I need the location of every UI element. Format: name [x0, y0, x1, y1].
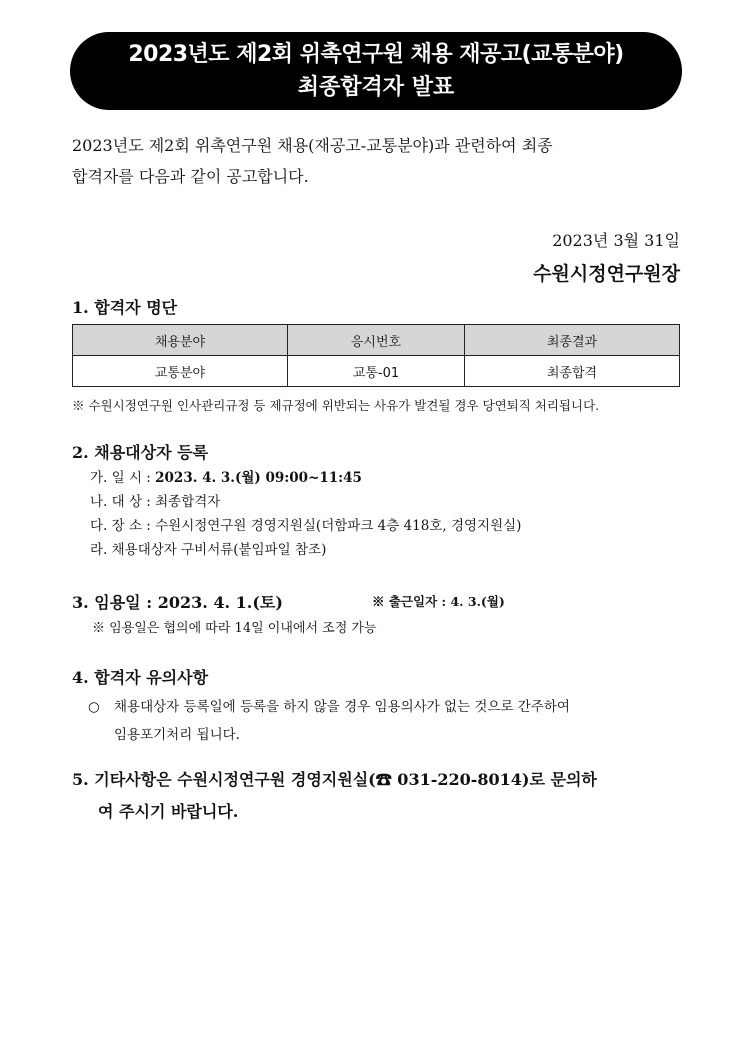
item-label: 가. 일 시 :: [90, 470, 156, 486]
title-line-2: 최종합격자 발표: [297, 75, 455, 100]
bullet-circle-icon: ○: [88, 699, 100, 715]
section-1-note: ※ 수원시정연구원 인사관리규정 등 제규정에 위반되는 사유가 발견될 경우 당연퇴직 처리됩니다.: [72, 398, 600, 413]
item-label: 라.: [90, 542, 112, 558]
announcement-date: 2023년 3월 31일: [552, 231, 680, 250]
table-header-cell: 최종결과: [465, 325, 680, 356]
passer-table: [72, 324, 680, 387]
section-1-heading: 1. 합격자 명단: [72, 298, 178, 317]
section-2-heading: 2. 채용대상자 등록: [72, 443, 209, 462]
section-4-heading: 4. 합격자 유의사항: [72, 668, 209, 687]
item-value: 수원시정연구원 경영지원실(더함파크 4층 418호, 경영지원실): [155, 518, 522, 534]
section-5-line-1: 5. 기타사항은 수원시정연구원 경영지원실(☎ 031-220-8014)로 문의하: [72, 770, 597, 789]
item-value: 2023. 4. 3.(월) 09:00~11:45: [155, 470, 362, 486]
intro-line-1: 2023년도 제2회 위촉연구원 채용(재공고-교통분야)과 관련하여 최종: [72, 136, 553, 155]
bullet-line-2: 임용포기처리 됩니다.: [114, 727, 240, 743]
signer-name: 수원시정연구원장: [533, 263, 680, 285]
item-value: 채용대상자 구비서류(붙임파일 참조): [111, 542, 327, 558]
title-banner: [70, 32, 682, 110]
section-5: [72, 764, 684, 828]
table-header-row: [73, 325, 680, 356]
table-cell: 교통-01: [288, 356, 465, 387]
registration-item: [90, 538, 326, 558]
section-3-heading: [72, 590, 505, 613]
item-label: 나. 대 상 :: [90, 494, 156, 510]
section-3-note: ※ 임용일은 협의에 따라 14일 이내에서 조정 가능: [92, 621, 377, 636]
title-line-1: 2023년도 제2회 위촉연구원 채용 재공고(교통분야): [128, 42, 624, 67]
table-header-cell: 채용분야: [73, 325, 288, 356]
item-value: 최종합격자: [155, 494, 221, 510]
appointment-date: 3. 임용일 : 2023. 4. 1.(토): [72, 593, 283, 612]
section-5-line-2: 여 주시기 바랍니다.: [98, 802, 239, 821]
table-cell: 최종합격: [465, 356, 680, 387]
intro-line-2: 합격자를 다음과 같이 공고합니다.: [72, 167, 309, 186]
section-4-bullet: [88, 693, 682, 749]
start-date-annotation: ※ 출근일자 : 4. 3.(월): [372, 594, 505, 609]
table-header-cell: 응시번호: [288, 325, 465, 356]
table-row: [73, 356, 680, 387]
registration-item: [90, 514, 521, 534]
bullet-line-1: 채용대상자 등록일에 등록을 하지 않을 경우 임용의사가 없는 것으로 간주하여: [114, 699, 570, 715]
table-cell: 교통분야: [73, 356, 288, 387]
item-label: 다. 장 소 :: [90, 518, 156, 534]
registration-item: [90, 490, 220, 510]
intro-paragraph: [72, 130, 682, 192]
registration-item: [90, 466, 362, 486]
